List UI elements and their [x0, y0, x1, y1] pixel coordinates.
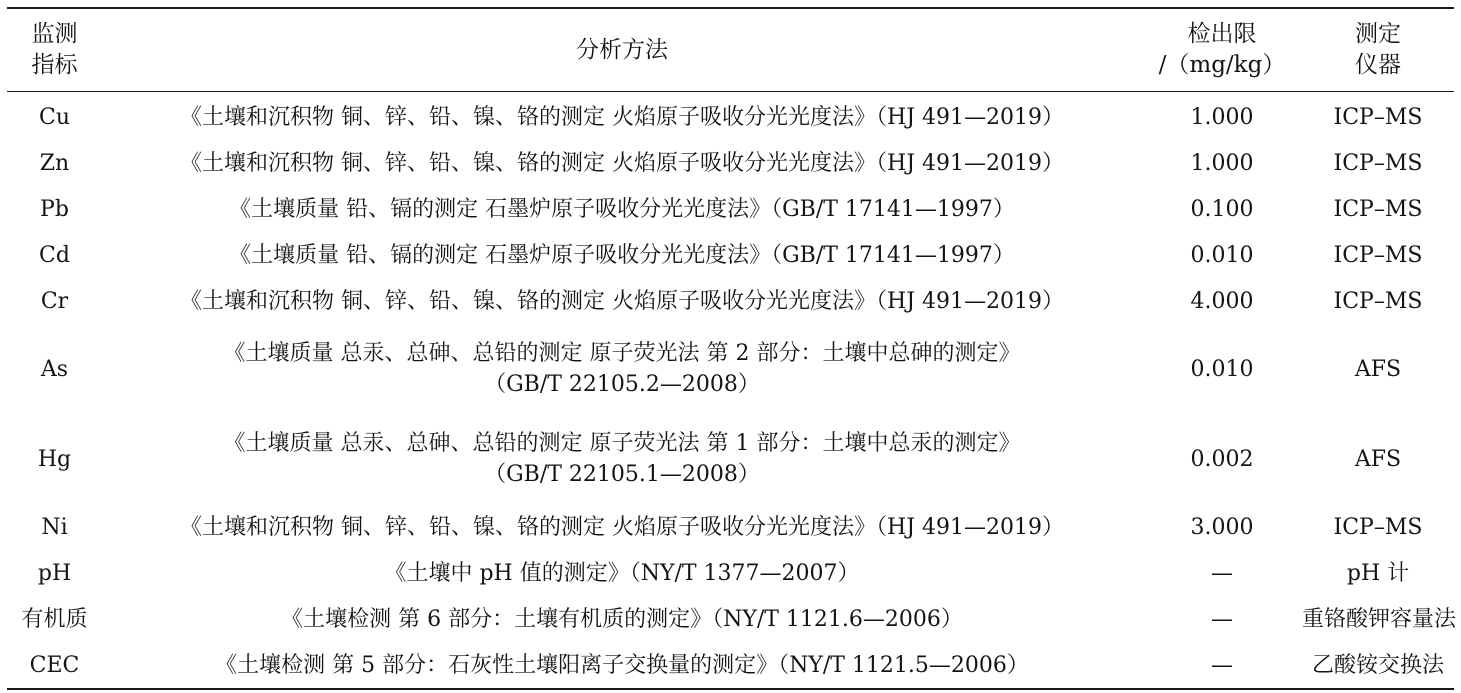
cell-instrument: ICP–MS: [1333, 104, 1423, 130]
cell-indicator: Zn: [39, 150, 70, 176]
cell-indicator: 有机质: [21, 606, 88, 632]
cell-instrument: 重铬酸钾容量法: [1302, 606, 1457, 632]
method-line: 《土壤和沉积物 铜、锌、铅、镍、铬的测定 火焰原子吸收分光光度法》（HJ 491—2019）: [180, 104, 1064, 130]
cell-limit: 4.000: [1190, 288, 1254, 314]
table-row: [7, 550, 1454, 596]
table-row: [7, 324, 1454, 414]
table-body: [7, 92, 1457, 689]
cell-indicator: Cu: [38, 104, 70, 130]
method-line: 《土壤质量 总汞、总砷、总铅的测定 原子荧光法 第 2 部分：土壤中总砷的测定》: [223, 341, 1021, 366]
header-line: 测定: [1355, 21, 1401, 47]
table-row: [7, 642, 1454, 688]
cell-instrument: ICP–MS: [1333, 196, 1423, 222]
cell-indicator: Cr: [40, 288, 69, 314]
method-line: 《土壤质量 铅、镉的测定 石墨炉原子吸收分光光度法》（GB/T 17141—1997）: [229, 196, 1015, 222]
header-method: [102, 9, 1142, 92]
method-line: 《土壤质量 铅、镉的测定 石墨炉原子吸收分光光度法》（GB/T 17141—1997）: [229, 242, 1015, 268]
method-line: 《土壤和沉积物 铜、锌、铅、镍、铬的测定 火焰原子吸收分光光度法》（HJ 491—2019）: [180, 288, 1064, 314]
header-line: 监测: [31, 21, 78, 47]
table-row: [7, 278, 1454, 324]
cell-limit: 0.010: [1190, 242, 1254, 268]
table-row: [7, 504, 1454, 550]
cell-method: [102, 596, 1142, 642]
cell-instrument: AFS: [1354, 356, 1402, 382]
method-line: 《土壤中 pH 值的测定》（NY/T 1377—2007）: [384, 560, 860, 586]
table-row: [7, 596, 1454, 642]
header-line: 指标: [31, 52, 78, 78]
method-line: （GB/T 22105.1—2008）: [484, 462, 760, 487]
cell-instrument: 乙酸铵交换法: [1311, 652, 1444, 678]
cell-method: [102, 324, 1142, 414]
cell-limit: 0.010: [1190, 356, 1254, 382]
method-line: （GB/T 22105.2—2008）: [484, 372, 760, 397]
cell-method: [102, 550, 1142, 596]
cell-instrument: ICP–MS: [1333, 288, 1423, 314]
cell-limit: 0.100: [1190, 196, 1254, 222]
cell-indicator: Cd: [39, 242, 70, 268]
method-table-container: [7, 7, 1457, 690]
cell-instrument: AFS: [1354, 446, 1402, 472]
table-row: [7, 414, 1454, 504]
cell-instrument: ICP–MS: [1333, 150, 1423, 176]
cell-limit: —: [1211, 652, 1233, 678]
cell-limit: —: [1211, 606, 1233, 632]
cell-method: [102, 278, 1142, 324]
cell-method: [102, 140, 1142, 186]
cell-indicator: pH: [37, 560, 72, 586]
cell-indicator: Pb: [40, 196, 69, 222]
cell-method: [102, 642, 1142, 688]
cell-instrument: ICP–MS: [1333, 514, 1423, 540]
header-limit: [1142, 9, 1302, 92]
cell-limit: 3.000: [1190, 514, 1254, 540]
cell-instrument: ICP–MS: [1333, 242, 1423, 268]
table-row: [7, 140, 1454, 186]
method-line: 《土壤和沉积物 铜、锌、铅、镍、铬的测定 火焰原子吸收分光光度法》（HJ 491—2019）: [180, 150, 1064, 176]
cell-limit: 1.000: [1190, 150, 1254, 176]
table-row: [7, 92, 1454, 141]
header-indicator: [7, 9, 102, 92]
method-line: 《土壤检测 第 6 部分：土壤有机质的测定》（NY/T 1121.6—2006）: [281, 606, 963, 632]
header-line: 分析方法: [576, 36, 668, 63]
cell-limit: —: [1211, 560, 1233, 586]
cell-indicator: Ni: [41, 514, 68, 540]
cell-method: [102, 414, 1142, 504]
cell-indicator: CEC: [29, 652, 80, 678]
cell-limit: 1.000: [1190, 104, 1254, 130]
cell-limit: 0.002: [1190, 446, 1254, 472]
header-row: [7, 9, 1454, 92]
method-table: [7, 9, 1457, 688]
method-line: 《土壤质量 总汞、总砷、总铅的测定 原子荧光法 第 1 部分：土壤中总汞的测定》: [223, 431, 1021, 456]
cell-method: [102, 232, 1142, 278]
cell-method: [102, 92, 1142, 141]
method-line: 《土壤和沉积物 铜、锌、铅、镍、铬的测定 火焰原子吸收分光光度法》（HJ 491—2019）: [180, 514, 1064, 540]
cell-indicator: As: [40, 356, 69, 382]
method-line: 《土壤检测 第 5 部分：石灰性土壤阳离子交换量的测定》（NY/T 1121.5—2006）: [215, 652, 1029, 678]
cell-indicator: Hg: [37, 446, 72, 472]
cell-method: [102, 504, 1142, 550]
header-line: 仪器: [1355, 52, 1401, 78]
header-line: /（mg/kg）: [1158, 52, 1286, 78]
table-row: [7, 186, 1454, 232]
cell-method: [102, 186, 1142, 232]
header-instrument: [1302, 9, 1454, 92]
cell-instrument: pH 计: [1346, 560, 1410, 586]
table-row: [7, 232, 1454, 278]
table-header: [7, 9, 1454, 92]
header-line: 检出限: [1187, 21, 1257, 47]
